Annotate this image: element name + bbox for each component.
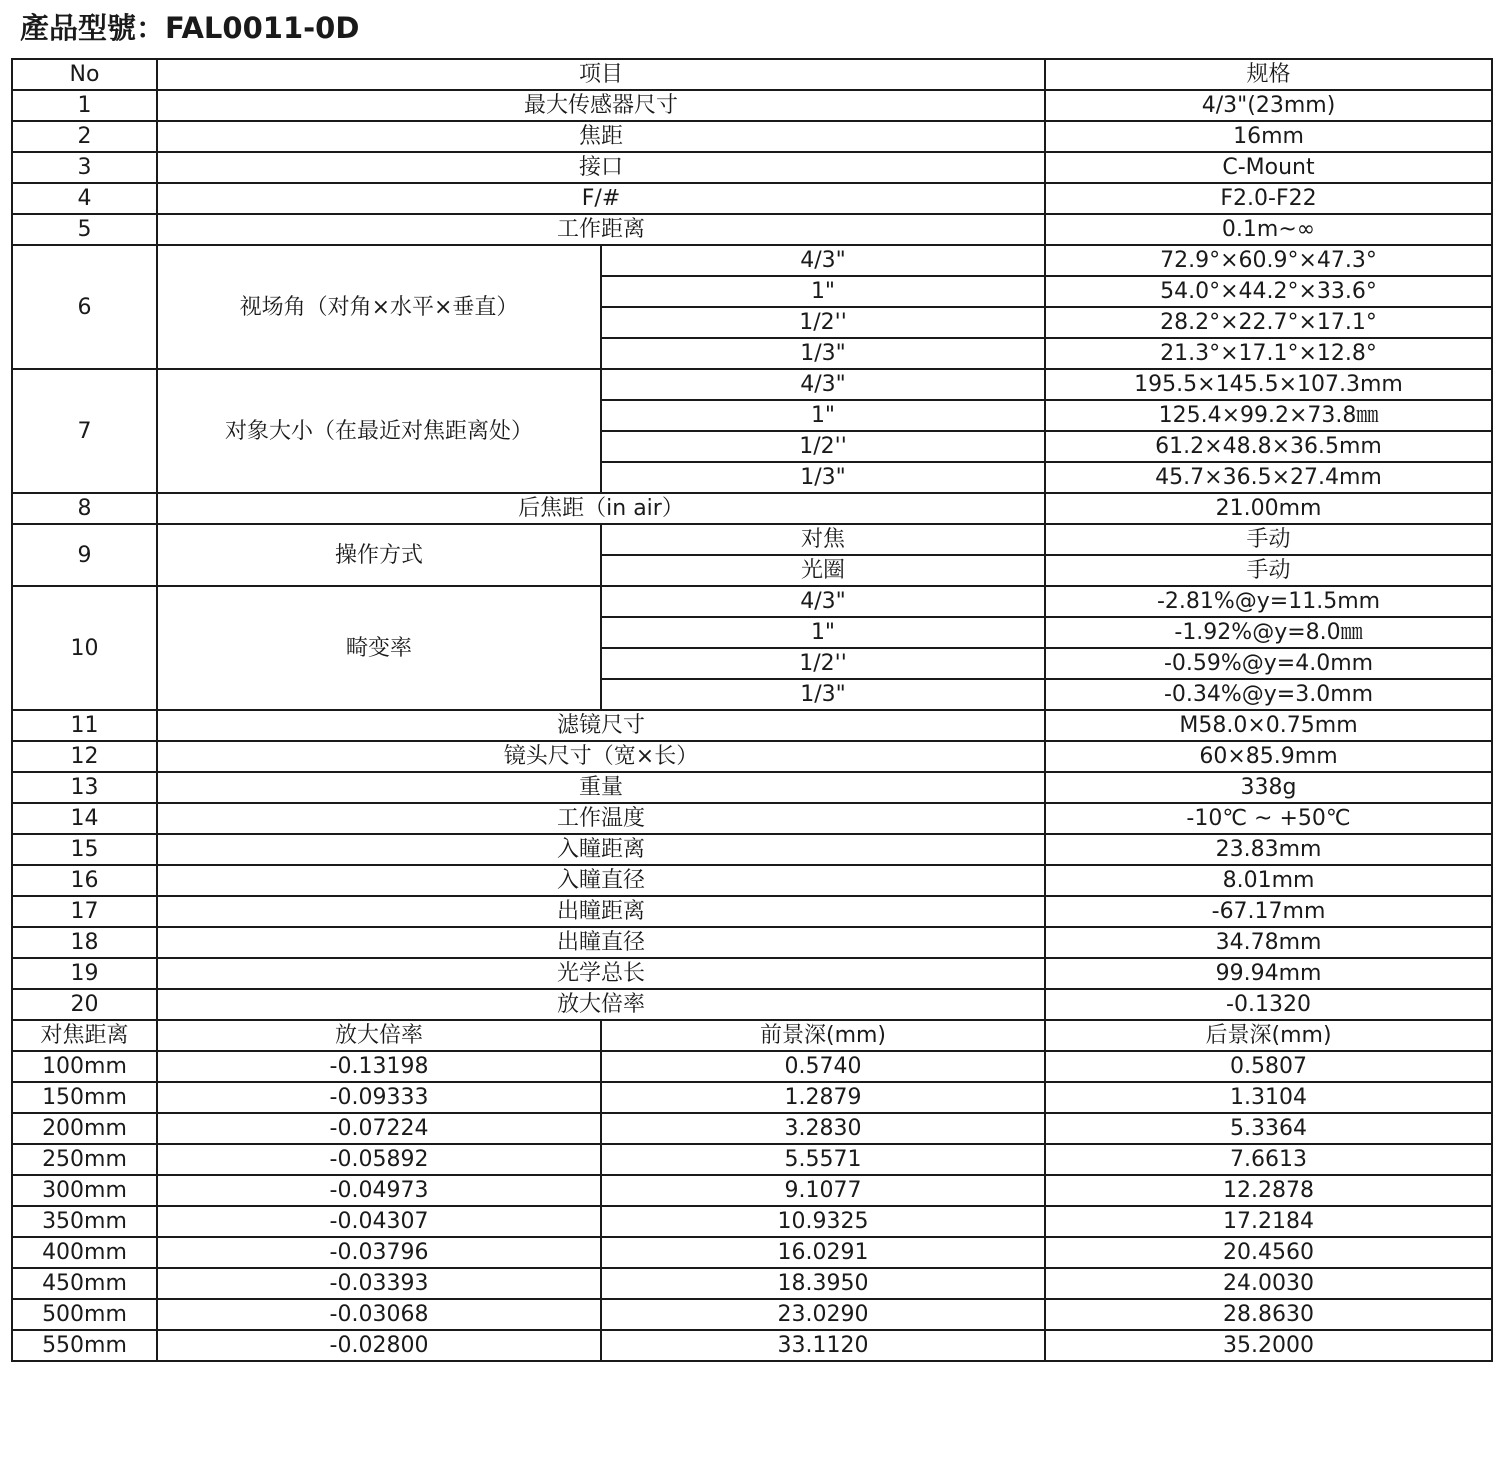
dof-magnification: -0.05892 xyxy=(157,1144,601,1175)
spec-table-body xyxy=(12,59,1492,1361)
spec-item: 畸变率 xyxy=(157,586,601,710)
spec-row xyxy=(12,121,1492,152)
spec-value: 45.7×36.5×27.4mm xyxy=(1045,462,1492,493)
spec-row xyxy=(12,741,1492,772)
dof-magnification: -0.03393 xyxy=(157,1268,601,1299)
spec-row xyxy=(12,524,1492,555)
spec-item: 放大倍率 xyxy=(157,989,1045,1020)
spec-row xyxy=(12,927,1492,958)
dof-rear: 0.5807 xyxy=(1045,1051,1492,1082)
dof-front: 16.0291 xyxy=(601,1237,1045,1268)
spec-sub-item: 对焦 xyxy=(601,524,1045,555)
spec-row xyxy=(12,989,1492,1020)
spec-row xyxy=(12,896,1492,927)
dof-front: 5.5571 xyxy=(601,1144,1045,1175)
spec-value: 手动 xyxy=(1045,524,1492,555)
spec-sub-item: 1/2'' xyxy=(601,648,1045,679)
product-model-title: 產品型號：FAL0011-0D xyxy=(20,11,360,45)
spec-sub-item: 4/3" xyxy=(601,369,1045,400)
dof-front: 10.9325 xyxy=(601,1206,1045,1237)
dof-row xyxy=(12,1051,1492,1082)
spec-value: 195.5×145.5×107.3mm xyxy=(1045,369,1492,400)
spec-value: -10℃ ~ +50℃ xyxy=(1045,803,1492,834)
spec-item: 对象大小（在最近对焦距离处） xyxy=(157,369,601,493)
spec-sub-item: 1/3" xyxy=(601,679,1045,710)
dof-front: 18.3950 xyxy=(601,1268,1045,1299)
spec-item: 滤镜尺寸 xyxy=(157,710,1045,741)
spec-row xyxy=(12,90,1492,121)
spec-no: 1 xyxy=(12,90,157,121)
spec-row xyxy=(12,493,1492,524)
spec-no: 5 xyxy=(12,214,157,245)
spec-row xyxy=(12,369,1492,400)
spec-value: -67.17mm xyxy=(1045,896,1492,927)
spec-value: -2.81%@y=11.5mm xyxy=(1045,586,1492,617)
spec-value: 16mm xyxy=(1045,121,1492,152)
spec-no: 16 xyxy=(12,865,157,896)
spec-item: 视场角（对角×水平×垂直） xyxy=(157,245,601,369)
dof-distance: 300mm xyxy=(12,1175,157,1206)
header-item: 项目 xyxy=(157,59,1045,90)
spec-row xyxy=(12,834,1492,865)
spec-row xyxy=(12,865,1492,896)
dof-row xyxy=(12,1206,1492,1237)
spec-value: 34.78mm xyxy=(1045,927,1492,958)
dof-front: 3.2830 xyxy=(601,1113,1045,1144)
spec-sub-item: 4/3" xyxy=(601,245,1045,276)
spec-value: -0.1320 xyxy=(1045,989,1492,1020)
spec-item: 工作距离 xyxy=(157,214,1045,245)
spec-item: 入瞳直径 xyxy=(157,865,1045,896)
dof-header-front: 前景深(mm) xyxy=(601,1020,1045,1051)
spec-row xyxy=(12,586,1492,617)
spec-no: 11 xyxy=(12,710,157,741)
spec-item: 重量 xyxy=(157,772,1045,803)
spec-no: 20 xyxy=(12,989,157,1020)
spec-item: 接口 xyxy=(157,152,1045,183)
dof-distance: 400mm xyxy=(12,1237,157,1268)
dof-rear: 20.4560 xyxy=(1045,1237,1492,1268)
spec-value: 21.3°×17.1°×12.8° xyxy=(1045,338,1492,369)
spec-item: 最大传感器尺寸 xyxy=(157,90,1045,121)
spec-value: 8.01mm xyxy=(1045,865,1492,896)
spec-value: F2.0-F22 xyxy=(1045,183,1492,214)
dof-header-rear: 后景深(mm) xyxy=(1045,1020,1492,1051)
spec-no: 18 xyxy=(12,927,157,958)
spec-value: 手动 xyxy=(1045,555,1492,586)
spec-no: 14 xyxy=(12,803,157,834)
dof-distance: 250mm xyxy=(12,1144,157,1175)
dof-row xyxy=(12,1330,1492,1361)
spec-item: 入瞳距离 xyxy=(157,834,1045,865)
dof-magnification: -0.03068 xyxy=(157,1299,601,1330)
spec-item: 后焦距（in air） xyxy=(157,493,1045,524)
spec-sub-item: 4/3" xyxy=(601,586,1045,617)
spec-value: 21.00mm xyxy=(1045,493,1492,524)
spec-no: 4 xyxy=(12,183,157,214)
dof-front: 9.1077 xyxy=(601,1175,1045,1206)
spec-no: 7 xyxy=(12,369,157,493)
spec-row xyxy=(12,245,1492,276)
dof-magnification: -0.04307 xyxy=(157,1206,601,1237)
spec-value: 54.0°×44.2°×33.6° xyxy=(1045,276,1492,307)
spec-value: 4/3"(23mm) xyxy=(1045,90,1492,121)
spec-no: 19 xyxy=(12,958,157,989)
spec-row xyxy=(12,152,1492,183)
dof-header-distance: 对焦距离 xyxy=(12,1020,157,1051)
dof-rear: 1.3104 xyxy=(1045,1082,1492,1113)
dof-magnification: -0.13198 xyxy=(157,1051,601,1082)
spec-row xyxy=(12,710,1492,741)
spec-header-row xyxy=(12,59,1492,90)
dof-rear: 28.8630 xyxy=(1045,1299,1492,1330)
spec-no: 17 xyxy=(12,896,157,927)
spec-value: -0.34%@y=3.0mm xyxy=(1045,679,1492,710)
dof-front: 1.2879 xyxy=(601,1082,1045,1113)
spec-item: 焦距 xyxy=(157,121,1045,152)
dof-rear: 24.0030 xyxy=(1045,1268,1492,1299)
spec-item: 工作温度 xyxy=(157,803,1045,834)
spec-sub-item: 1/2'' xyxy=(601,431,1045,462)
header-no: No xyxy=(12,59,157,90)
dof-row xyxy=(12,1268,1492,1299)
spec-no: 15 xyxy=(12,834,157,865)
dof-row xyxy=(12,1175,1492,1206)
spec-item: 操作方式 xyxy=(157,524,601,586)
spec-sub-item: 1/2'' xyxy=(601,307,1045,338)
dof-distance: 450mm xyxy=(12,1268,157,1299)
dof-rear: 7.6613 xyxy=(1045,1144,1492,1175)
dof-row xyxy=(12,1113,1492,1144)
dof-distance: 350mm xyxy=(12,1206,157,1237)
spec-no: 2 xyxy=(12,121,157,152)
dof-front: 33.1120 xyxy=(601,1330,1045,1361)
dof-rear: 17.2184 xyxy=(1045,1206,1492,1237)
spec-value: 60×85.9mm xyxy=(1045,741,1492,772)
spec-value: 99.94mm xyxy=(1045,958,1492,989)
spec-no: 10 xyxy=(12,586,157,710)
dof-header-row xyxy=(12,1020,1492,1051)
dof-magnification: -0.03796 xyxy=(157,1237,601,1268)
dof-magnification: -0.04973 xyxy=(157,1175,601,1206)
spec-row xyxy=(12,958,1492,989)
dof-row xyxy=(12,1082,1492,1113)
dof-rear: 12.2878 xyxy=(1045,1175,1492,1206)
spec-value: 0.1m~∞ xyxy=(1045,214,1492,245)
spec-row xyxy=(12,772,1492,803)
spec-sub-item: 1" xyxy=(601,617,1045,648)
dof-distance: 550mm xyxy=(12,1330,157,1361)
dof-front: 23.0290 xyxy=(601,1299,1045,1330)
spec-no: 8 xyxy=(12,493,157,524)
dof-row xyxy=(12,1299,1492,1330)
spec-sub-item: 光圈 xyxy=(601,555,1045,586)
spec-row xyxy=(12,183,1492,214)
dof-row xyxy=(12,1144,1492,1175)
dof-front: 0.5740 xyxy=(601,1051,1045,1082)
spec-value: -0.59%@y=4.0mm xyxy=(1045,648,1492,679)
dof-magnification: -0.07224 xyxy=(157,1113,601,1144)
dof-rear: 35.2000 xyxy=(1045,1330,1492,1361)
spec-value: 23.83mm xyxy=(1045,834,1492,865)
dof-distance: 100mm xyxy=(12,1051,157,1082)
dof-header-magnification: 放大倍率 xyxy=(157,1020,601,1051)
spec-sub-item: 1" xyxy=(601,400,1045,431)
dof-distance: 150mm xyxy=(12,1082,157,1113)
spec-value: 338g xyxy=(1045,772,1492,803)
spec-value: 125.4×99.2×73.8㎜ xyxy=(1045,400,1492,431)
spec-value: M58.0×0.75mm xyxy=(1045,710,1492,741)
spec-no: 13 xyxy=(12,772,157,803)
spec-no: 6 xyxy=(12,245,157,369)
dof-magnification: -0.09333 xyxy=(157,1082,601,1113)
spec-value: 72.9°×60.9°×47.3° xyxy=(1045,245,1492,276)
spec-table xyxy=(11,58,1493,1362)
dof-magnification: -0.02800 xyxy=(157,1330,601,1361)
spec-sub-item: 1/3" xyxy=(601,462,1045,493)
header-spec: 规格 xyxy=(1045,59,1492,90)
spec-value: 61.2×48.8×36.5mm xyxy=(1045,431,1492,462)
dof-distance: 200mm xyxy=(12,1113,157,1144)
spec-no: 12 xyxy=(12,741,157,772)
dof-row xyxy=(12,1237,1492,1268)
spec-item: 出瞳距离 xyxy=(157,896,1045,927)
dof-rear: 5.3364 xyxy=(1045,1113,1492,1144)
spec-item: F/# xyxy=(157,183,1045,214)
spec-item: 光学总长 xyxy=(157,958,1045,989)
spec-item: 镜头尺寸（宽×长） xyxy=(157,741,1045,772)
spec-value: C-Mount xyxy=(1045,152,1492,183)
spec-row xyxy=(12,803,1492,834)
dof-distance: 500mm xyxy=(12,1299,157,1330)
spec-sub-item: 1" xyxy=(601,276,1045,307)
spec-row xyxy=(12,214,1492,245)
spec-item: 出瞳直径 xyxy=(157,927,1045,958)
spec-sub-item: 1/3" xyxy=(601,338,1045,369)
spec-value: -1.92%@y=8.0㎜ xyxy=(1045,617,1492,648)
spec-no: 3 xyxy=(12,152,157,183)
spec-no: 9 xyxy=(12,524,157,586)
spec-value: 28.2°×22.7°×17.1° xyxy=(1045,307,1492,338)
